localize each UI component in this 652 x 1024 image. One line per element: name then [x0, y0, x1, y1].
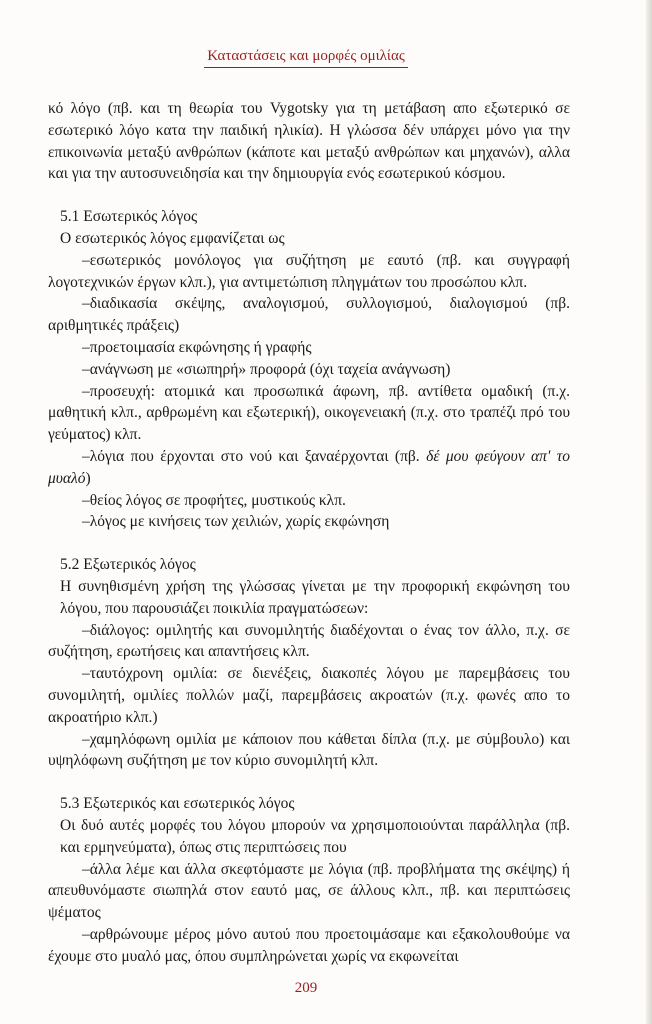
list-item: –ανάγνωση με «σιωπηρή» προφορά (όχι ταχεία ανάγνωση) — [82, 360, 451, 378]
section-lead: Η συνηθισμένη χρήση της γλώσσας γίνεται με την προφορική εκφώνηση του λόγου, που παρουσιάζει ποικιλία πραγματώσεων: — [60, 577, 570, 617]
list-item: –ταυτόχρονη ομιλία: σε διενέξεις, διακοπές λόγου με παρεμβάσεις του συνομιλητή, ομιλίες πολλών μαζί, παρεμβάσεις ακροατών (π.χ. φωνές απο το ακροατήριο κλπ.) — [48, 665, 570, 726]
list-item — [48, 446, 570, 490]
page-number: 209 — [294, 980, 318, 996]
list-item: –λόγος με κινήσεις των χειλιών, χωρίς εκφώνηση — [82, 513, 390, 531]
body-text — [48, 98, 570, 967]
section-heading: 5.1 Εσωτερικός λόγος — [60, 208, 198, 226]
section-heading: 5.3 Εξωτερικός και εσωτερικός λόγος — [60, 795, 295, 813]
italic-quote: δέ μου φεύγουν απ' το μυαλό — [48, 447, 571, 487]
running-title-text: Καταστάσεις και μορφές ομιλίας — [204, 48, 408, 68]
list-item: –προετοιμασία εκφώνησης ή γραφής — [82, 338, 312, 356]
list-item: –προσευχή: ατομικά και προσωπικά άφωνη, πβ. αντίθετα ομαδική (π.χ. μαθητική κλπ., αρθρωμένη και εξωτερική), οικογενειακή (π.χ. στο τραπέζι πρό του γεύματος) κλπ. — [48, 382, 570, 444]
list-item: –εσωτερικός μονόλογος για συζήτηση με εαυτό (πβ. και συγγραφή λογοτεχνικών έργων κλπ.), για αντιμετώπιση πληγμάτων του προσώπου κλπ. — [48, 251, 570, 291]
page-edge — [646, 0, 652, 1024]
list-item: –διάλογος: ομιλητής και συνομιλητής διαδέχονται ο ένας τον άλλο, π.χ. σε συζήτηση, ερωτήσεις και απαντήσεις κλπ. — [48, 621, 570, 661]
list-item: –αρθρώνουμε μέρος μόνο αυτού που προετοιμάσαμε και εξακολουθούμε να έχουμε στο μυαλό μας, όπου συμπληρώνεται χωρίς να εκφωνείται — [48, 925, 570, 965]
section-lead: Ο εσωτερικός λόγος εμφανίζεται ως — [60, 229, 285, 247]
running-title — [0, 48, 612, 68]
section-lead: Οι δυό αυτές μορφές του λόγου μπορούν να χρησιμοποιούνται παράλληλα (πβ. και ερμηνεύματα), όπως στις περιπτώσεις που — [60, 816, 570, 856]
list-item-text-end: ) — [85, 469, 91, 487]
section-heading: 5.2 Εξωτερικός λόγος — [60, 556, 196, 574]
list-item: –άλλα λέμε και άλλα σκεφτόμαστε με λόγια (πβ. προβλήματα της σκέψης) ή απευθυνόμαστε σιωπηλά στον εαυτό μας, σε άλλους κλπ., πβ. και περιπτώσεις ψέματος — [48, 860, 570, 922]
list-item-text: –λόγια που έρχονται στο νού και ξαναέρχονται (πβ. — [82, 447, 427, 465]
list-item: –θείος λόγος σε προφήτες, μυστικούς κλπ. — [82, 491, 346, 509]
intro-paragraph: κό λόγο (πβ. και τη θεωρία του Vygotsky για τη μετάβαση απο εξωτερικό σε εσωτερικό λόγο κατα την παιδική ηλικία). Η γλώσσα δέν υπάρχει μόνο για την επικοινωνία μεταξύ ανθρώπων (κάποτε και μεταξύ ανθρώπων και μηχανών), αλλα και για την αυτοσυνειδησία και την δημιουργία ενός εσωτερικού κόσμου. — [48, 100, 570, 183]
list-item: –διαδικασία σκέψης, αναλογισμού, συλλογισμού, διαλογισμού (πβ. αριθμητικές πράξεις) — [48, 295, 570, 335]
list-item: –χαμηλόφωνη ομιλία με κάποιον που κάθεται δίπλα (π.χ. με σύμβουλο) και υψηλόφωνη συζήτηση με τον κύριο συνομιλητή κλπ. — [48, 730, 570, 770]
